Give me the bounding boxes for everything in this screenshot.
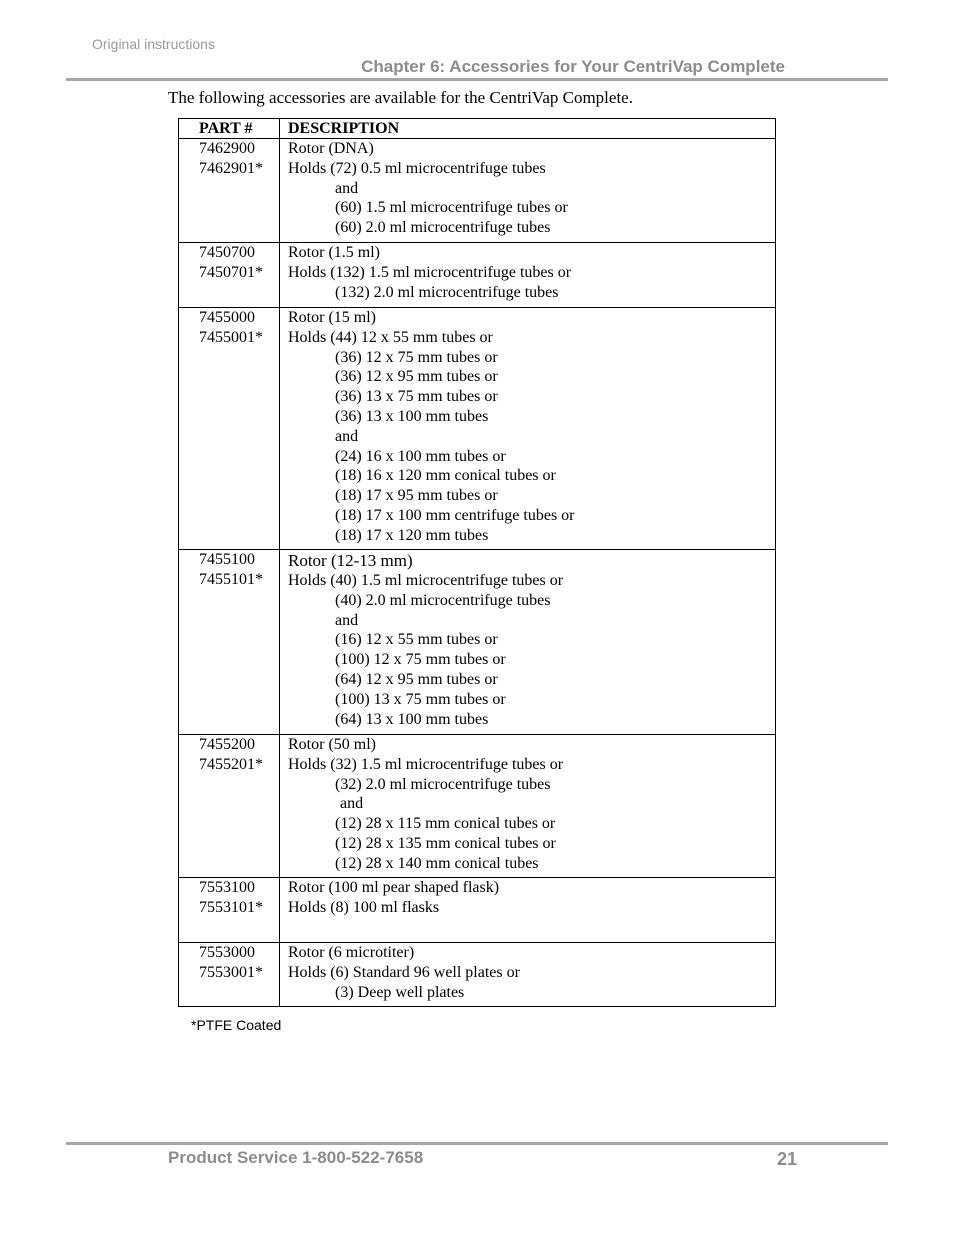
description-cell: [280, 878, 776, 943]
description-line: (60) 1.5 ml microcentrifuge tubes or: [335, 199, 568, 217]
description-line: (36) 12 x 95 mm tubes or: [335, 368, 498, 386]
part-cell: [179, 550, 280, 735]
description-line: (40) 2.0 ml microcentrifuge tubes: [335, 591, 551, 609]
description-line: (32) 2.0 ml microcentrifuge tubes: [335, 775, 551, 793]
table-row: [179, 943, 776, 1007]
description-line: Rotor (DNA): [288, 140, 374, 157]
part-cell: [179, 735, 280, 878]
part-number: 7455200: [199, 736, 255, 753]
description-line: Holds (6) Standard 96 well plates or: [288, 963, 520, 981]
description-line: Rotor (15 ml): [288, 309, 376, 326]
description-line: Holds (40) 1.5 ml microcentrifuge tubes or: [288, 572, 564, 589]
product-service-phone: Product Service 1-800-522-7658: [168, 1148, 424, 1167]
description-line: Rotor (100 ml pear shaped flask): [288, 879, 500, 896]
description-cell: [280, 308, 776, 550]
description-line: (64) 13 x 100 mm tubes: [335, 710, 489, 728]
description-line: (16) 12 x 55 mm tubes or: [335, 631, 498, 649]
part-number: 7455100: [199, 551, 255, 568]
description-line: Rotor (6 microtiter): [288, 944, 415, 961]
table-row: [179, 735, 776, 878]
description-line: (12) 28 x 135 mm conical tubes or: [335, 834, 556, 852]
description-line: Rotor (12-13 mm): [288, 551, 413, 570]
description-line: (18) 17 x 100 mm centrifuge tubes or: [335, 506, 575, 524]
part-number: 7553001*: [199, 963, 263, 981]
description-cell: [280, 943, 776, 1007]
table-row: [179, 139, 776, 243]
part-cell: [179, 243, 280, 308]
table-row: [179, 308, 776, 550]
description-line: (36) 13 x 100 mm tubes: [335, 407, 489, 425]
description-line: Holds (72) 0.5 ml microcentrifuge tubes: [288, 159, 546, 177]
part-number: 7455001*: [199, 328, 263, 346]
description-line: Holds (32) 1.5 ml microcentrifuge tubes or: [288, 755, 564, 773]
part-number: 7553000: [199, 944, 255, 961]
description-line: (100) 13 x 75 mm tubes or: [335, 690, 506, 708]
description-line: Holds (8) 100 ml flasks: [288, 898, 440, 916]
table-row: [179, 243, 776, 308]
part-number: 7462900: [199, 140, 255, 157]
header-rule: [66, 78, 888, 81]
description-line: (3) Deep well plates: [335, 983, 465, 1001]
description-line: (60) 2.0 ml microcentrifuge tubes: [335, 219, 551, 237]
description-line: (100) 12 x 75 mm tubes or: [335, 651, 506, 669]
description-line: (36) 13 x 75 mm tubes or: [335, 388, 498, 406]
description-line: Holds (44) 12 x 55 mm tubes or: [288, 328, 493, 346]
part-cell: [179, 878, 280, 943]
footer-rule: [66, 1142, 888, 1145]
part-number: 7553101*: [199, 898, 263, 916]
description-line: (64) 12 x 95 mm tubes or: [335, 670, 498, 688]
page-number: 21: [777, 1149, 798, 1169]
description-line: and: [340, 795, 364, 813]
part-number: 7450701*: [199, 263, 263, 281]
part-number: 7462901*: [199, 159, 263, 177]
description-cell: [280, 735, 776, 878]
part-number: 7455201*: [199, 755, 263, 773]
table-row: [179, 550, 776, 735]
description-line: (24) 16 x 100 mm tubes or: [335, 447, 506, 465]
description-line: (132) 2.0 ml microcentrifuge tubes: [335, 283, 559, 301]
part-cell: [179, 943, 280, 1007]
description-cell: [280, 550, 776, 735]
description-cell: [280, 139, 776, 243]
description-line: and: [335, 427, 359, 445]
description-line: (12) 28 x 115 mm conical tubes or: [335, 815, 556, 833]
accessories-table: [178, 118, 776, 1007]
part-cell: [179, 139, 280, 243]
part-number: 7455101*: [199, 570, 263, 588]
table-row: [179, 878, 776, 943]
part-number: 7553100: [199, 879, 255, 896]
col-header-part: PART #: [179, 119, 280, 139]
original-instructions-label: Original instructions: [92, 36, 215, 52]
description-line: Rotor (50 ml): [288, 736, 376, 753]
description-line: (36) 12 x 75 mm tubes or: [335, 348, 498, 366]
intro-text: The following accessories are available for the CentriVap Complete.: [168, 88, 633, 107]
description-line: (18) 16 x 120 mm conical tubes or: [335, 467, 556, 485]
description-line: (12) 28 x 140 mm conical tubes: [335, 854, 539, 872]
part-number: 7455000: [199, 309, 255, 326]
table-header-row: [179, 119, 776, 139]
description-line: Rotor (1.5 ml): [288, 244, 380, 261]
description-line: (18) 17 x 120 mm tubes: [335, 526, 489, 544]
description-line: (18) 17 x 95 mm tubes or: [335, 487, 498, 505]
chapter-title: Chapter 6: Accessories for Your CentriVap Complete: [361, 57, 785, 76]
description-cell: [280, 243, 776, 308]
description-line: and: [335, 179, 359, 197]
col-header-description: DESCRIPTION: [280, 119, 776, 139]
footnote: *PTFE Coated: [191, 1017, 282, 1033]
part-number: 7450700: [199, 244, 255, 261]
description-line: and: [335, 611, 359, 629]
description-line: Holds (132) 1.5 ml microcentrifuge tubes or: [288, 263, 572, 281]
part-cell: [179, 308, 280, 550]
